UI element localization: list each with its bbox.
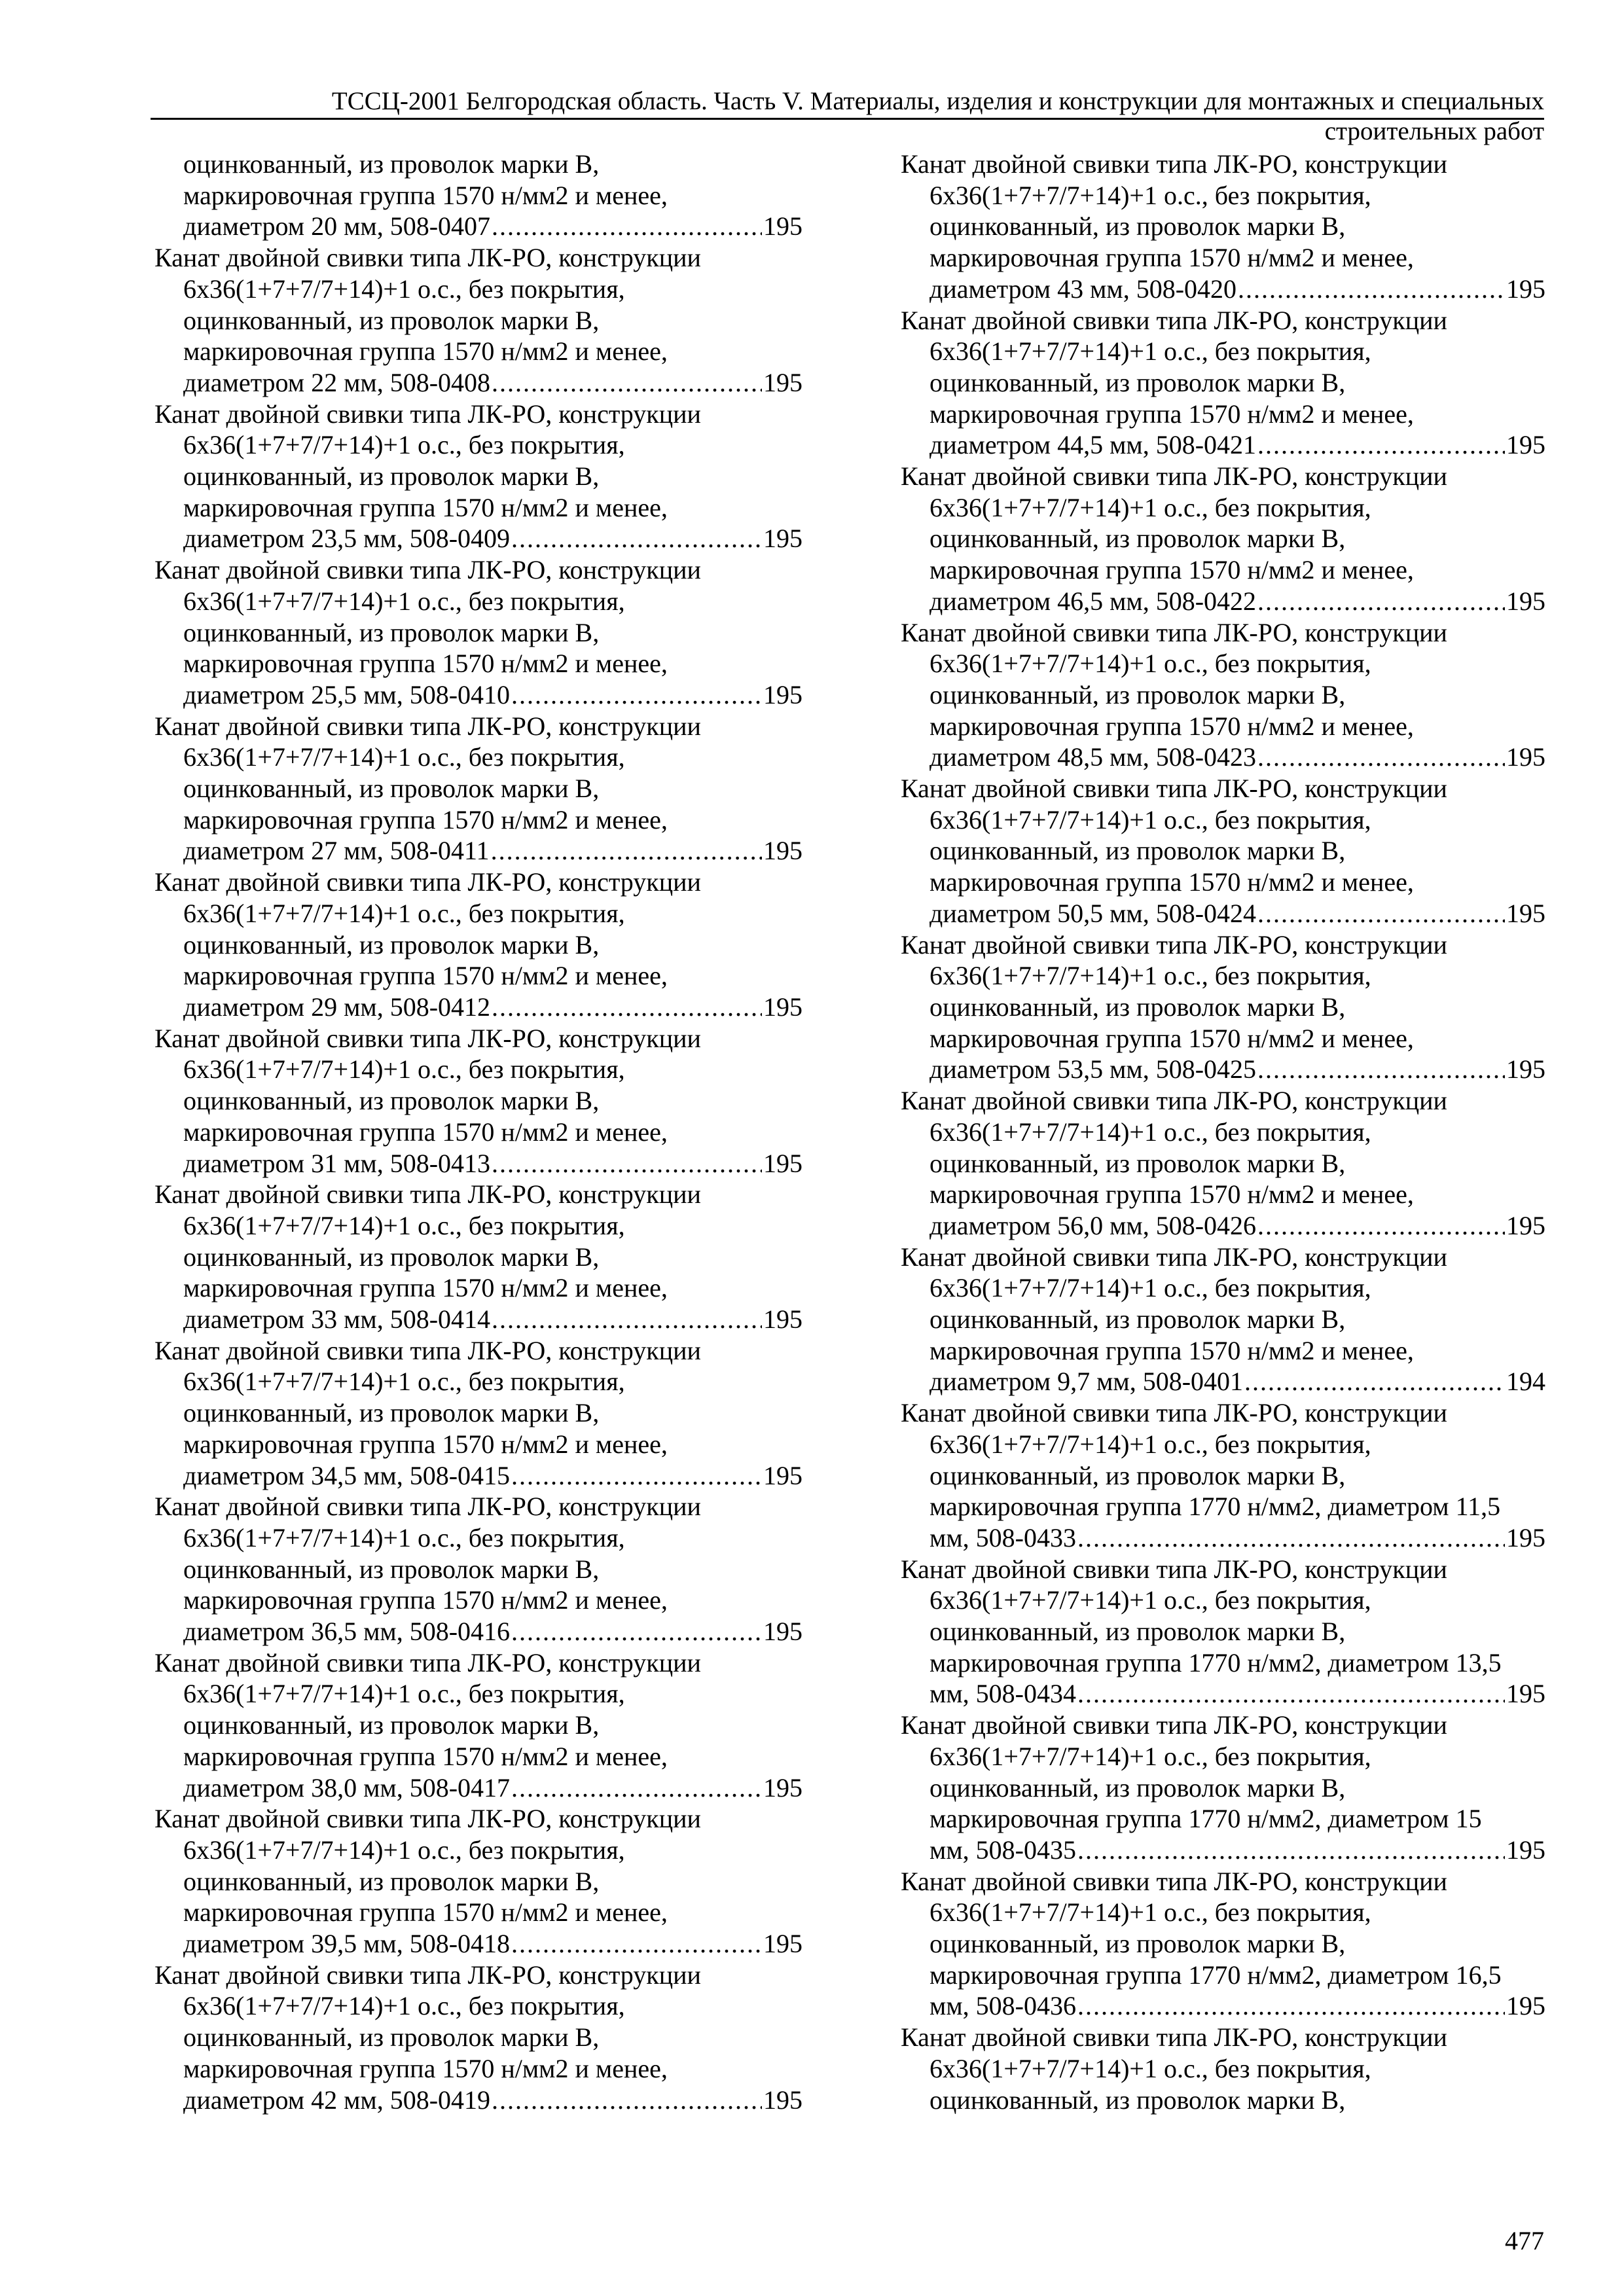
entry-line: Канат двойной свивки типа ЛК-РО, конструкции xyxy=(154,399,701,429)
entry-last-line xyxy=(901,898,1545,929)
entry-line: маркировочная группа 1770 н/мм2, диаметром 13,5 xyxy=(929,1647,1502,1677)
entry-last-line xyxy=(901,1054,1545,1085)
right-entries xyxy=(901,149,1545,2022)
entry-line: 6х36(1+7+7/7+14)+1 о.с., без покрытия, xyxy=(183,742,625,772)
entry-line: маркировочная группа 1570 н/мм2 и менее, xyxy=(183,649,668,679)
left-entries xyxy=(154,242,803,2115)
dot-leader xyxy=(492,2085,762,2116)
entry-line: 6х36(1+7+7/7+14)+1 о.с., без покрытия, xyxy=(929,336,1371,367)
entry-line: оцинкованный, из проволок марки В, xyxy=(929,992,1346,1022)
dot-leader xyxy=(1077,1522,1505,1554)
entry-page: 195 xyxy=(1506,1522,1545,1552)
dot-leader xyxy=(492,992,762,1023)
entry-line: оцинкованный, из проволок марки В, xyxy=(183,149,600,179)
dot-leader xyxy=(511,1616,762,1647)
entry-line: маркировочная группа 1570 н/мм2 и менее, xyxy=(929,1335,1414,1365)
index-entry xyxy=(901,1554,1545,1710)
entry-last-line xyxy=(901,1678,1545,1710)
entry-code: диаметром 46,5 мм, 508-0422 xyxy=(929,586,1257,616)
entry-line: 6х36(1+7+7/7+14)+1 о.с., без покрытия, xyxy=(183,274,625,304)
entry-line: 6х36(1+7+7/7+14)+1 о.с., без покрытия, xyxy=(929,1273,1371,1303)
dot-leader xyxy=(1257,1210,1505,1242)
entry-code: диаметром 23,5 мм, 508-0409 xyxy=(183,524,511,554)
entry-line: оцинкованный, из проволок марки В, xyxy=(183,2022,600,2053)
entry-last-line xyxy=(901,274,1545,305)
entry-line: Канат двойной свивки типа ЛК-РО, конструкции xyxy=(901,1710,1447,1740)
entry-page: 195 xyxy=(763,367,803,397)
entry-line: Канат двойной свивки типа ЛК-РО, конструкции xyxy=(154,1179,701,1210)
index-entry xyxy=(901,773,1545,929)
entry-line: 6х36(1+7+7/7+14)+1 о.с., без покрытия, xyxy=(929,649,1371,679)
entry-page: 195 xyxy=(763,2085,803,2115)
entry-last-line xyxy=(154,1460,803,1492)
entry-page: 195 xyxy=(763,1617,803,1647)
entry-line: 6х36(1+7+7/7+14)+1 о.с., без покрытия, xyxy=(929,804,1371,834)
dot-leader xyxy=(1257,429,1505,461)
entry-line: маркировочная группа 1570 н/мм2 и менее, xyxy=(929,711,1414,741)
entry-page: 195 xyxy=(1506,430,1545,460)
entry-line: оцинкованный, из проволок марки В, xyxy=(183,1398,600,1428)
index-entry xyxy=(154,242,803,399)
entry-line: Канат двойной свивки типа ЛК-РО, конструкции xyxy=(154,1023,701,1053)
index-entry xyxy=(901,1085,1545,1242)
entry-line: Канат двойной свивки типа ЛК-РО, конструкции xyxy=(154,711,701,741)
entry-line: 6х36(1+7+7/7+14)+1 о.с., без покрытия, xyxy=(929,1429,1371,1459)
entry-code: мм, 508-0436 xyxy=(929,1991,1076,2021)
entry-page: 195 xyxy=(1506,1679,1545,1709)
entry-code: диаметром 9,7 мм, 508-0401 xyxy=(929,1367,1244,1397)
entry-last-line xyxy=(154,992,803,1023)
entry-page: 195 xyxy=(1506,586,1545,616)
entry-line: оцинкованный, из проволок марки В, xyxy=(183,1554,600,1584)
entry-line: маркировочная группа 1570 н/мм2 и менее, xyxy=(183,336,668,367)
entry-code: диаметром 33 мм, 508-0414 xyxy=(183,1304,491,1335)
entry-line: маркировочная группа 1570 н/мм2 и менее, xyxy=(183,1117,668,1147)
index-entry xyxy=(901,617,1545,774)
entry-page: 195 xyxy=(1506,742,1545,772)
entry-line: Канат двойной свивки типа ЛК-РО, конструкции xyxy=(154,1647,701,1677)
entry-line: маркировочная группа 1570 н/мм2 и менее, xyxy=(929,399,1414,429)
entry-last-line xyxy=(154,367,803,399)
entry-code: диаметром 56,0 мм, 508-0426 xyxy=(929,1210,1257,1240)
entry-line: маркировочная группа 1570 н/мм2 и менее, xyxy=(929,1023,1414,1053)
entry-line: оцинкованный, из проволок марки В, xyxy=(183,774,600,804)
dot-leader xyxy=(511,1928,762,1960)
index-entry xyxy=(154,867,803,1023)
page-number: 477 xyxy=(1505,2226,1544,2255)
entry-line: маркировочная группа 1570 н/мм2 и менее, xyxy=(929,243,1414,273)
entry-line: Канат двойной свивки типа ЛК-РО, конструкции xyxy=(154,867,701,897)
entry-code: диаметром 48,5 мм, 508-0423 xyxy=(929,742,1257,772)
entry-last-line xyxy=(154,2085,803,2116)
entry-line: маркировочная группа 1570 н/мм2 и менее, xyxy=(183,492,668,522)
entry-line: оцинкованный, из проволок марки В, xyxy=(929,2085,1346,2115)
dot-leader xyxy=(1077,1835,1505,1866)
dot-leader xyxy=(492,367,762,399)
entry-page: 195 xyxy=(763,679,803,709)
entry-line: оцинкованный, из проволок марки В, xyxy=(183,929,600,960)
index-entry-trailing xyxy=(901,2022,1545,2115)
entry-line: 6х36(1+7+7/7+14)+1 о.с., без покрытия, xyxy=(929,1897,1371,1928)
entry-line: оцинкованный, из проволок марки В, xyxy=(929,1148,1346,1178)
entry-line: Канат двойной свивки типа ЛК-РО, конструкции xyxy=(901,617,1447,647)
entry-page: 195 xyxy=(763,211,803,242)
entry-line: маркировочная группа 1570 н/мм2 и менее, xyxy=(929,867,1414,897)
entry-code: мм, 508-0434 xyxy=(929,1679,1076,1709)
entry-line: Канат двойной свивки типа ЛК-РО, конструкции xyxy=(154,1335,701,1365)
entry-line: Канат двойной свивки типа ЛК-РО, конструкции xyxy=(901,774,1447,804)
entry-line: Канат двойной свивки типа ЛК-РО, конструкции xyxy=(901,1242,1447,1272)
header-rule xyxy=(151,118,1544,120)
dot-leader xyxy=(491,835,762,867)
entry-line: Канат двойной свивки типа ЛК-РО, конструкции xyxy=(901,1866,1447,1896)
entry-line: 6х36(1+7+7/7+14)+1 о.с., без покрытия, xyxy=(929,2053,1371,2083)
entry-page: 195 xyxy=(763,1304,803,1335)
dot-leader xyxy=(1257,898,1505,929)
entry-line: 6х36(1+7+7/7+14)+1 о.с., без покрытия, xyxy=(929,1741,1371,1771)
entry-page: 195 xyxy=(763,992,803,1022)
entry-line: маркировочная группа 1570 н/мм2 и менее, xyxy=(183,1897,668,1928)
entry-line: 6х36(1+7+7/7+14)+1 о.с., без покрытия, xyxy=(929,961,1371,991)
dot-leader xyxy=(1244,1366,1505,1397)
entry-line: Канат двойной свивки типа ЛК-РО, конструкции xyxy=(154,1804,701,1834)
dot-leader xyxy=(511,1460,762,1492)
entry-code: диаметром 44,5 мм, 508-0421 xyxy=(929,430,1257,460)
entry-last-line xyxy=(901,1366,1545,1397)
entry-page: 195 xyxy=(1506,1835,1545,1865)
entry-last-line xyxy=(154,1772,803,1804)
entry-last-line xyxy=(154,1616,803,1647)
entry-code: диаметром 42 мм, 508-0419 xyxy=(183,2085,491,2115)
entry-line: Канат двойной свивки типа ЛК-РО, конструкции xyxy=(901,149,1447,179)
entry-page: 195 xyxy=(1506,1054,1545,1085)
entry-code: диаметром 29 мм, 508-0412 xyxy=(183,992,491,1022)
entry-page: 195 xyxy=(763,1929,803,1959)
entry-code: диаметром 36,5 мм, 508-0416 xyxy=(183,1617,511,1647)
entry-line: 6х36(1+7+7/7+14)+1 о.с., без покрытия, xyxy=(183,1835,625,1865)
index-entry xyxy=(154,1647,803,1804)
entry-page: 195 xyxy=(763,1460,803,1490)
entry-line: оцинкованный, из проволок марки В, xyxy=(929,679,1346,709)
entry-page: 195 xyxy=(1506,1210,1545,1240)
entry-line: оцинкованный, из проволок марки В, xyxy=(183,1710,600,1740)
entry-line: 6х36(1+7+7/7+14)+1 о.с., без покрытия, xyxy=(183,1679,625,1709)
entry-line: маркировочная группа 1570 н/мм2 и менее, xyxy=(183,2053,668,2083)
entry-page: 194 xyxy=(1506,1367,1545,1397)
entry-code: диаметром 53,5 мм, 508-0425 xyxy=(929,1054,1257,1085)
entry-last-line xyxy=(154,679,803,711)
entry-line: Канат двойной свивки типа ЛК-РО, конструкции xyxy=(901,305,1447,335)
entry-line: оцинкованный, из проволок марки В, xyxy=(183,461,600,492)
entry-last-line xyxy=(901,742,1545,773)
entry-page: 195 xyxy=(1506,898,1545,928)
index-entry-continued xyxy=(154,149,803,242)
entry-code: диаметром 43 мм, 508-0420 xyxy=(929,274,1237,304)
entry-code: диаметром 50,5 мм, 508-0424 xyxy=(929,898,1257,928)
entry-line: 6х36(1+7+7/7+14)+1 о.с., без покрытия, xyxy=(183,1054,625,1085)
dot-leader xyxy=(511,523,762,554)
index-entry xyxy=(154,711,803,867)
dot-leader xyxy=(511,679,762,711)
entry-line: оцинкованный, из проволок марки В, xyxy=(929,1460,1346,1490)
index-entry xyxy=(901,305,1545,461)
entry-line: оцинкованный, из проволок марки В, xyxy=(183,1242,600,1272)
entry-line: оцинкованный, из проволок марки В, xyxy=(183,1086,600,1116)
header-line-1: ТССЦ-2001 Белгородская область. Часть V. Материалы, изделия и конструкции для монтажных и специальных xyxy=(331,87,1544,115)
entry-line: Канат двойной свивки типа ЛК-РО, конструкции xyxy=(901,929,1447,960)
entry-line: оцинкованный, из проволок марки В, xyxy=(929,211,1346,242)
index-entry xyxy=(901,1397,1545,1554)
entry-last-line xyxy=(154,523,803,554)
dot-leader xyxy=(1257,586,1505,617)
entry-line: 6х36(1+7+7/7+14)+1 о.с., без покрытия, xyxy=(183,1522,625,1552)
entry-line: 6х36(1+7+7/7+14)+1 о.с., без покрытия, xyxy=(183,1210,625,1240)
dot-leader xyxy=(1077,1990,1505,2022)
entry-code: диаметром 20 мм, 508-0407 xyxy=(183,211,491,242)
entry-code: мм, 508-0433 xyxy=(929,1522,1076,1552)
entry-line: 6х36(1+7+7/7+14)+1 о.с., без покрытия, xyxy=(929,492,1371,522)
index-entry xyxy=(154,1803,803,1960)
entry-last-line xyxy=(901,1835,1545,1866)
entry-code: мм, 508-0435 xyxy=(929,1835,1076,1865)
entry-line: 6х36(1+7+7/7+14)+1 о.с., без покрытия, xyxy=(929,180,1371,210)
left-column xyxy=(154,149,803,2115)
entry-line: 6х36(1+7+7/7+14)+1 о.с., без покрытия, xyxy=(183,898,625,928)
index-entry xyxy=(901,149,1545,305)
header-line-2: строительных работ xyxy=(1324,117,1544,145)
entry-line: оцинкованный, из проволок марки В, xyxy=(929,1772,1346,1803)
entry-page: 195 xyxy=(1506,1991,1545,2021)
index-entry xyxy=(154,554,803,711)
entry-line: оцинкованный, из проволок марки В, xyxy=(929,836,1346,866)
entry-last-line xyxy=(901,586,1545,617)
dot-leader xyxy=(492,1148,762,1179)
index-entry xyxy=(901,461,1545,617)
entry-line: Канат двойной свивки типа ЛК-РО, конструкции xyxy=(901,2022,1447,2053)
entry-code: диаметром 27 мм, 508-0411 xyxy=(183,836,490,866)
entry-line: оцинкованный, из проволок марки В, xyxy=(183,1866,600,1896)
entry-line: маркировочная группа 1570 н/мм2 и менее, xyxy=(183,180,668,210)
dot-leader xyxy=(511,1772,762,1804)
entry-line: 6х36(1+7+7/7+14)+1 о.с., без покрытия, xyxy=(183,430,625,460)
entry-last-line xyxy=(154,1928,803,1960)
entry-code: диаметром 39,5 мм, 508-0418 xyxy=(183,1929,511,1959)
entry-line: 6х36(1+7+7/7+14)+1 о.с., без покрытия, xyxy=(183,1367,625,1397)
right-column xyxy=(901,149,1545,2115)
index-entry xyxy=(154,399,803,555)
dot-leader xyxy=(492,211,762,242)
entry-line: оцинкованный, из проволок марки В, xyxy=(183,305,600,335)
entry-code: диаметром 31 мм, 508-0413 xyxy=(183,1148,491,1178)
entry-last-line xyxy=(901,1522,1545,1554)
entry-page: 195 xyxy=(763,524,803,554)
entry-line: маркировочная группа 1770 н/мм2, диаметром 15 xyxy=(929,1804,1482,1834)
entry-line: маркировочная группа 1570 н/мм2 и менее, xyxy=(183,1273,668,1303)
entry-line: оцинкованный, из проволок марки В, xyxy=(183,617,600,647)
entry-line: 6х36(1+7+7/7+14)+1 о.с., без покрытия, xyxy=(183,1991,625,2021)
entry-page: 195 xyxy=(763,1148,803,1178)
index-entry xyxy=(154,1179,803,1335)
entry-last-line xyxy=(154,211,803,242)
entry-line: маркировочная группа 1570 н/мм2 и менее, xyxy=(183,961,668,991)
entry-line: 6х36(1+7+7/7+14)+1 о.с., без покрытия, xyxy=(929,1585,1371,1615)
index-entry xyxy=(901,1710,1545,1866)
entry-line: маркировочная группа 1570 н/мм2 и менее, xyxy=(183,1429,668,1459)
dot-leader xyxy=(492,1304,762,1335)
entry-last-line xyxy=(154,1304,803,1335)
entry-line: маркировочная группа 1570 н/мм2 и менее, xyxy=(183,1741,668,1771)
entry-page: 195 xyxy=(763,836,803,866)
entry-last-line xyxy=(154,1148,803,1179)
entry-line: Канат двойной свивки типа ЛК-РО, конструкции xyxy=(901,1086,1447,1116)
index-entry xyxy=(901,929,1545,1086)
dot-leader xyxy=(1077,1678,1505,1710)
entry-page: 195 xyxy=(763,1772,803,1803)
index-entry xyxy=(154,1335,803,1492)
entry-line: Канат двойной свивки типа ЛК-РО, конструкции xyxy=(901,1554,1447,1584)
entry-last-line xyxy=(901,429,1545,461)
index-entry xyxy=(901,1866,1545,2022)
entry-code: диаметром 38,0 мм, 508-0417 xyxy=(183,1772,511,1803)
index-entry xyxy=(901,1242,1545,1398)
index-entry xyxy=(154,1023,803,1179)
entry-line: маркировочная группа 1770 н/мм2, диаметром 11,5 xyxy=(929,1492,1501,1522)
entry-line: 6х36(1+7+7/7+14)+1 о.с., без покрытия, xyxy=(929,1117,1371,1147)
entry-line: маркировочная группа 1770 н/мм2, диаметром 16,5 xyxy=(929,1960,1502,1990)
entry-line: Канат двойной свивки типа ЛК-РО, конструкции xyxy=(901,1398,1447,1428)
entry-last-line xyxy=(154,835,803,867)
dot-leader xyxy=(1238,274,1505,305)
entry-line: оцинкованный, из проволок марки В, xyxy=(929,367,1346,397)
index-entry xyxy=(154,1491,803,1647)
entry-code: диаметром 25,5 мм, 508-0410 xyxy=(183,679,511,709)
entry-line: маркировочная группа 1570 н/мм2 и менее, xyxy=(183,804,668,834)
entry-line: Канат двойной свивки типа ЛК-РО, конструкции xyxy=(154,555,701,585)
entry-code: диаметром 22 мм, 508-0408 xyxy=(183,367,491,397)
entry-line: оцинкованный, из проволок марки В, xyxy=(929,1617,1346,1647)
entry-line: Канат двойной свивки типа ЛК-РО, конструкции xyxy=(154,243,701,273)
entry-line: маркировочная группа 1570 н/мм2 и менее, xyxy=(929,1179,1414,1210)
entry-last-line xyxy=(901,1210,1545,1242)
entry-line: Канат двойной свивки типа ЛК-РО, конструкции xyxy=(154,1492,701,1522)
entry-line: оцинкованный, из проволок марки В, xyxy=(929,1929,1346,1959)
entry-line: оцинкованный, из проволок марки В, xyxy=(929,1304,1346,1335)
entry-code: диаметром 34,5 мм, 508-0415 xyxy=(183,1460,511,1490)
entry-line: 6х36(1+7+7/7+14)+1 о.с., без покрытия, xyxy=(183,586,625,616)
entry-line: маркировочная группа 1570 н/мм2 и менее, xyxy=(929,555,1414,585)
entry-line: оцинкованный, из проволок марки В, xyxy=(929,524,1346,554)
dot-leader xyxy=(1257,1054,1505,1085)
dot-leader xyxy=(1257,742,1505,773)
entry-line: Канат двойной свивки типа ЛК-РО, конструкции xyxy=(154,1960,701,1990)
entry-last-line xyxy=(901,1990,1545,2022)
entry-page: 195 xyxy=(1506,274,1545,304)
entry-line: Канат двойной свивки типа ЛК-РО, конструкции xyxy=(901,461,1447,492)
running-header xyxy=(151,86,1544,147)
entry-line: маркировочная группа 1570 н/мм2 и менее, xyxy=(183,1585,668,1615)
index-entry xyxy=(154,1960,803,2116)
